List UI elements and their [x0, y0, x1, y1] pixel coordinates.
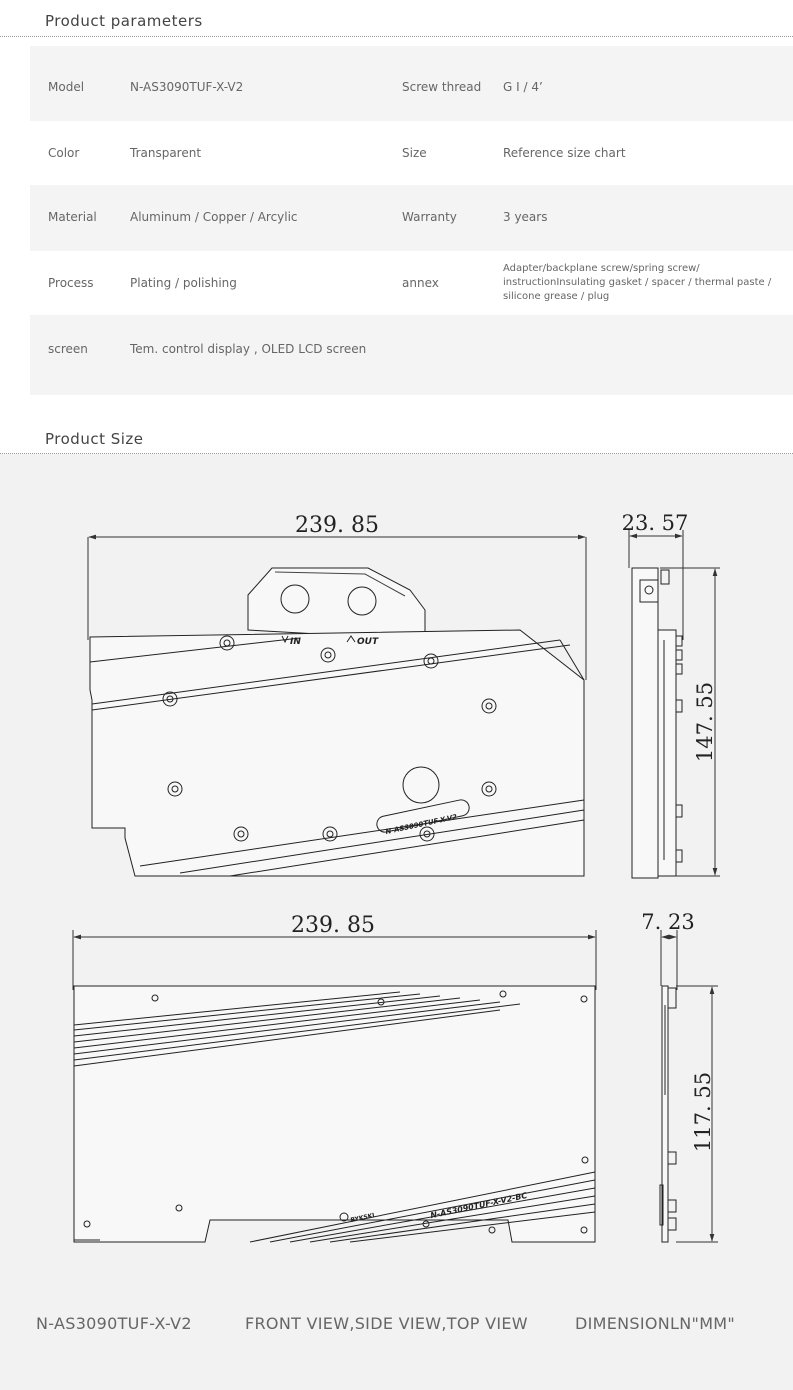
footer-dimension: DIMENSIONLN"MM" — [575, 1314, 736, 1333]
param-key: Warranty — [402, 210, 457, 224]
footer-views: FRONT VIEW,SIDE VIEW,TOP VIEW — [245, 1314, 528, 1333]
param-value: N-AS3090TUF-X-V2 — [130, 80, 244, 94]
side-view-front — [632, 568, 682, 878]
param-key: annex — [402, 276, 439, 290]
dimension-back-width — [73, 930, 596, 990]
param-value: Tem. control display , OLED LCD screen — [130, 342, 367, 356]
param-value: Plating / polishing — [130, 276, 237, 290]
back-model-tag: N-AS3090TUF-X-V2-BC — [429, 1190, 529, 1221]
dimension-label: 147. 55 — [693, 681, 717, 763]
param-key: Size — [402, 146, 427, 160]
dimension-label: 239. 85 — [291, 913, 375, 938]
port-out-label: OUT — [357, 637, 379, 647]
param-key: Screw thread — [402, 80, 482, 94]
param-value: G I / 4’ — [503, 80, 543, 94]
section-title-parameters: Product parameters — [45, 12, 203, 30]
dimension-label: 239. 85 — [295, 513, 379, 538]
param-key: Color — [48, 146, 80, 160]
param-value: Reference size chart — [503, 146, 626, 160]
param-key: Process — [48, 276, 94, 290]
side-view-back — [660, 986, 676, 1242]
back-view — [74, 986, 595, 1242]
section-title-size: Product Size — [45, 430, 144, 448]
dimension-label: 117. 55 — [691, 1071, 715, 1153]
param-key: Model — [48, 80, 85, 94]
dimension-label: 7. 23 — [641, 910, 695, 934]
param-value: 3 years — [503, 210, 548, 224]
dimension-label: 23. 57 — [621, 511, 689, 535]
param-value: Transparent — [130, 146, 202, 160]
port-in-label: IN — [290, 637, 301, 647]
param-value: Adapter/backplane screw/spring screw/ instructionInsulating gasket / spacer / thermal paste / silicone grease / plug — [503, 263, 772, 302]
param-key: Material — [48, 210, 97, 224]
front-view — [90, 568, 584, 876]
param-value: Aluminum / Copper / Arcylic — [130, 210, 298, 224]
param-key: screen — [48, 342, 88, 356]
front-model-tag: N-AS3090TUF-X-V2 — [384, 813, 458, 837]
brand-mark: BYKSKI — [349, 1212, 376, 1225]
footer-model: N-AS3090TUF-X-V2 — [36, 1314, 192, 1333]
